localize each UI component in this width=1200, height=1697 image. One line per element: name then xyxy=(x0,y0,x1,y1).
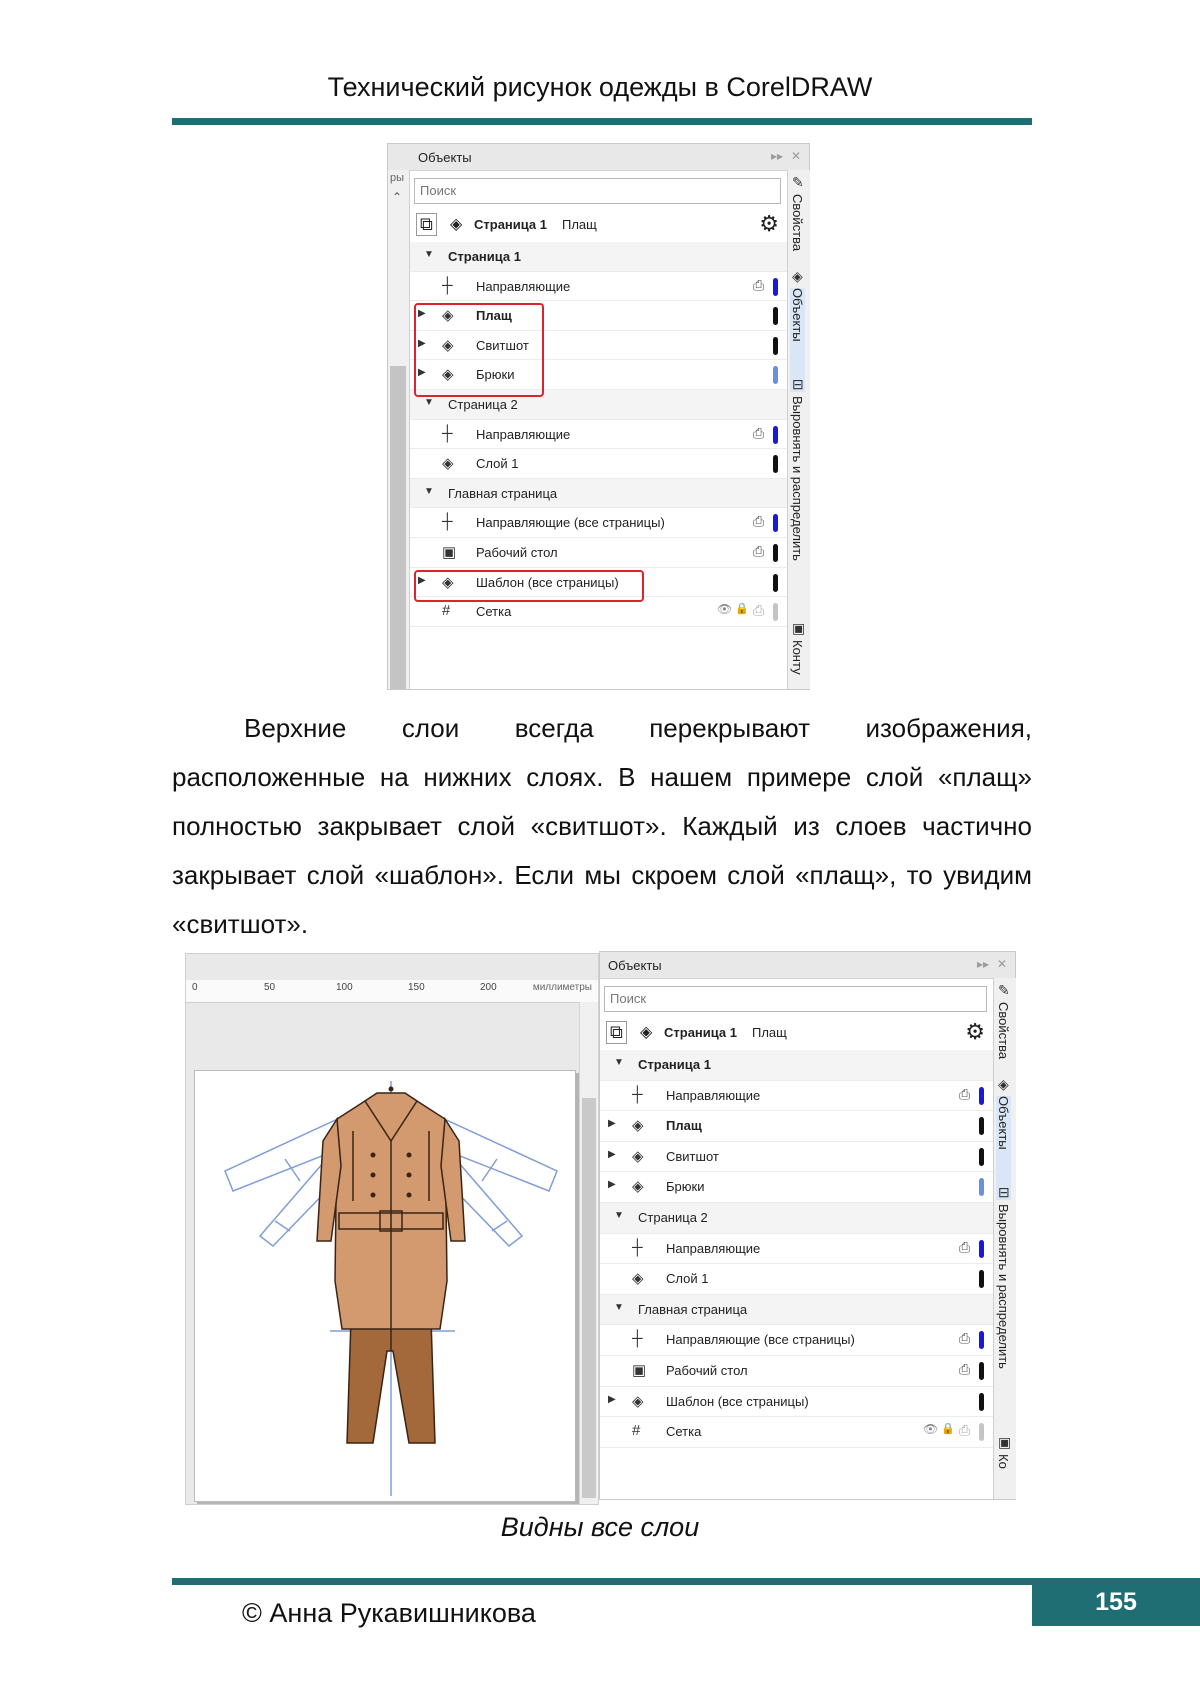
docker-side-tabs xyxy=(787,170,810,689)
layer-color-swatch[interactable] xyxy=(979,1178,984,1196)
objects-icon[interactable]: ◈ xyxy=(792,268,803,284)
coat-layer xyxy=(317,1093,465,1329)
tab-align-distribute[interactable]: Выровнять и распределить xyxy=(996,1204,1011,1369)
guides-icon: ┼ xyxy=(442,276,453,294)
tree-group[interactable] xyxy=(600,1203,993,1234)
tab-align-distribute[interactable]: Выровнять и распределить xyxy=(790,396,805,561)
body-paragraph xyxy=(172,704,1032,949)
tree-row[interactable] xyxy=(600,1387,993,1418)
page-layer-bar xyxy=(600,1016,993,1048)
tree-row-label: Направляющие (все страницы) xyxy=(666,1332,855,1348)
tree-group-label: Главная страница xyxy=(448,485,558,501)
tree-group-label: Страница 2 xyxy=(448,397,518,412)
layer-color-swatch[interactable] xyxy=(773,278,778,296)
tree-row[interactable] xyxy=(600,1325,993,1356)
layer-color-swatch[interactable] xyxy=(979,1423,984,1441)
objects-panel-bottom xyxy=(599,951,1016,1500)
tree-row-label: Шаблон (все страницы) xyxy=(476,574,619,590)
tree-row[interactable] xyxy=(410,449,787,479)
left-strip-text: ры xyxy=(390,172,405,184)
layer-icon: ◈ xyxy=(632,1392,644,1410)
desktop-icon: ▣ xyxy=(442,544,457,561)
new-layer-icon[interactable]: ⧉ xyxy=(416,213,437,236)
expand-down-icon[interactable]: ▼ xyxy=(614,1057,624,1068)
expand-right-icon[interactable]: ▶ xyxy=(608,1148,616,1160)
guides-icon: ┼ xyxy=(632,1330,643,1348)
tree-row-label: Направляющие xyxy=(666,1087,761,1103)
gear-icon[interactable]: ⚙ xyxy=(965,1019,985,1044)
expand-right-icon[interactable]: ▶ xyxy=(608,1179,616,1191)
objects-icon[interactable]: ◈ xyxy=(998,1076,1009,1092)
tree-row-label: Шаблон (все страницы) xyxy=(666,1393,809,1409)
layer-color-swatch[interactable] xyxy=(773,544,778,562)
highlight-box-template xyxy=(414,570,644,602)
garment-drawing xyxy=(195,1071,575,1501)
properties-icon[interactable]: ✎ xyxy=(998,982,1010,998)
expand-down-icon[interactable]: ▼ xyxy=(424,249,434,260)
expand-down-icon[interactable]: ▼ xyxy=(614,1301,624,1313)
tree-row[interactable] xyxy=(410,538,787,568)
layer-color-swatch[interactable] xyxy=(773,603,778,621)
eye-icon[interactable]: 👁 xyxy=(717,602,733,617)
figure-caption: Видны все слои xyxy=(500,1512,700,1542)
tree-row[interactable] xyxy=(410,420,787,450)
layer-color-swatch[interactable] xyxy=(979,1087,984,1105)
ruler-unit: миллиметры xyxy=(532,982,592,993)
layer-color-swatch[interactable] xyxy=(773,514,778,532)
highlight-box-layers xyxy=(414,303,544,397)
canvas-screenshot xyxy=(185,953,599,1505)
tree-row-label: Рабочий стол xyxy=(476,545,558,560)
current-page-label: Страница 1 xyxy=(664,1025,737,1040)
left-scroll-thumb[interactable] xyxy=(390,366,406,689)
left-strip xyxy=(388,170,410,689)
layer-icon: ◈ xyxy=(442,336,454,354)
layer-color-swatch[interactable] xyxy=(773,366,778,384)
tab-objects[interactable]: Объекты xyxy=(790,288,805,392)
tree-row-label: Направляющие xyxy=(476,426,571,442)
guides-icon: ┼ xyxy=(632,1085,643,1103)
tree-row-label: Плащ xyxy=(666,1118,702,1134)
printer-icon[interactable]: ⎙ xyxy=(959,1330,971,1347)
printer-icon[interactable]: ⎙ xyxy=(959,1238,971,1255)
printer-icon[interactable]: ⎙ xyxy=(959,1422,971,1439)
tree-group-label: Страница 1 xyxy=(638,1057,711,1072)
tree-row[interactable] xyxy=(600,1417,993,1448)
tree-row-label: Брюки xyxy=(666,1179,705,1195)
expand-right-icon[interactable]: ▶ xyxy=(418,308,426,320)
ruler-tick: 0 xyxy=(192,982,198,993)
contour-icon[interactable]: ▣ xyxy=(792,620,806,636)
close-icon[interactable]: ✕ xyxy=(790,149,801,163)
ruler-tick: 200 xyxy=(480,982,497,993)
ruler-tick: 50 xyxy=(264,982,276,993)
collapse-icon[interactable]: ▸▸ xyxy=(770,149,783,163)
tree-row[interactable] xyxy=(600,1356,993,1387)
layer-icon: ◈ xyxy=(632,1147,644,1165)
tree-row-label: Рабочий стол xyxy=(666,1363,748,1378)
ruler-tick: 150 xyxy=(408,982,425,993)
layer-color-swatch[interactable] xyxy=(773,574,778,592)
desktop-icon: ▣ xyxy=(632,1362,647,1379)
align-icon[interactable]: ⊟ xyxy=(792,376,804,392)
gear-icon[interactable]: ⚙ xyxy=(759,211,779,236)
tree-row-label: Направляющие xyxy=(476,278,571,294)
ruler-tick: 100 xyxy=(336,982,353,993)
tree-row[interactable] xyxy=(410,508,787,538)
expand-right-icon[interactable]: ▶ xyxy=(418,574,426,586)
tree-group[interactable] xyxy=(410,242,787,272)
current-layer-label: Плащ xyxy=(752,1025,787,1040)
tree-row-label: Брюки xyxy=(476,367,515,383)
layer-color-swatch[interactable] xyxy=(979,1148,984,1166)
tree-group-label: Страница 1 xyxy=(448,249,521,264)
tab-properties[interactable]: Свойства xyxy=(790,194,805,252)
layer-icon: ◈ xyxy=(632,1270,644,1288)
tab-contour[interactable]: Конту xyxy=(790,640,805,675)
printer-icon[interactable]: ⎙ xyxy=(753,543,765,559)
layer-color-swatch[interactable] xyxy=(979,1117,984,1135)
tree-row-label: Сетка xyxy=(476,604,512,620)
grid-icon: # xyxy=(442,602,451,620)
tree-row[interactable] xyxy=(600,1111,993,1142)
tree-group-label: Главная страница xyxy=(638,1301,748,1317)
page-layer-bar xyxy=(410,208,787,240)
printer-icon[interactable]: ⎙ xyxy=(959,1085,971,1102)
tree-group[interactable] xyxy=(410,479,787,509)
expand-right-icon[interactable]: ▶ xyxy=(418,337,426,349)
guides-icon: ┼ xyxy=(442,424,453,442)
vertical-scrollbar[interactable] xyxy=(579,1002,598,1504)
docker-side-tabs xyxy=(993,978,1016,1499)
tree-row[interactable] xyxy=(600,1081,993,1112)
search-input[interactable] xyxy=(604,986,987,1012)
header-rule xyxy=(172,118,1032,125)
layer-color-swatch[interactable] xyxy=(773,337,778,355)
guides-icon: ┼ xyxy=(442,513,453,531)
expand-down-icon[interactable]: ▼ xyxy=(614,1210,624,1221)
tree-row-label: Направляющие (все страницы) xyxy=(476,515,665,531)
search-placeholder: Поиск xyxy=(420,183,457,198)
layer-color-swatch[interactable] xyxy=(773,307,778,325)
search-input[interactable] xyxy=(414,178,781,204)
panel-title: Объекты xyxy=(608,958,662,973)
paragraph-text: Верхние слои всегда перекрывают изображения, расположенные на нижних слоях. В нашем примере слой «плащ» полностью закрывает слой «свитшот». Каждый из слоев частично закрывает слой «шаблон». Если мы скроем слой «плащ», то увидим «свитшот». xyxy=(172,713,1032,939)
layers-stack-icon: ◈ xyxy=(640,1024,653,1041)
layers-stack-icon: ◈ xyxy=(450,216,463,233)
layer-icon: ◈ xyxy=(442,573,454,591)
tree-row[interactable] xyxy=(600,1142,993,1173)
expand-right-icon[interactable]: ▶ xyxy=(608,1393,616,1405)
new-layer-icon[interactable]: ⧉ xyxy=(606,1021,627,1044)
layer-color-swatch[interactable] xyxy=(979,1240,984,1258)
tree-row-label: Свитшот xyxy=(666,1148,719,1164)
layer-color-swatch[interactable] xyxy=(979,1270,984,1288)
contour-icon[interactable]: ▣ xyxy=(998,1434,1012,1450)
tree-row-label: Свитшот xyxy=(476,337,529,353)
layer-color-swatch[interactable] xyxy=(979,1393,984,1411)
tab-properties[interactable]: Свойства xyxy=(996,1002,1011,1060)
tree-group-label: Страница 2 xyxy=(638,1210,708,1225)
tree-row-label: Направляющие xyxy=(666,1240,761,1256)
expand-down-icon[interactable]: ▼ xyxy=(424,485,434,497)
layer-icon: ◈ xyxy=(632,1117,644,1135)
printer-icon[interactable]: ⎙ xyxy=(753,276,765,293)
tab-contour[interactable]: Ко xyxy=(996,1454,1011,1469)
panel-title: Объекты xyxy=(418,150,472,165)
tree-row-label: Плащ xyxy=(476,308,512,324)
panel-titlebar xyxy=(600,952,1015,979)
tree-row-label: Сетка xyxy=(666,1424,702,1440)
page-header: Технический рисунок одежды в CorelDRAW xyxy=(327,72,873,102)
tree-row[interactable] xyxy=(600,1264,993,1295)
page-number: 155 xyxy=(1032,1578,1200,1626)
layer-icon: ◈ xyxy=(442,307,454,325)
layer-color-swatch[interactable] xyxy=(773,426,778,444)
layer-icon: ◈ xyxy=(632,1178,644,1196)
expand-right-icon[interactable]: ▶ xyxy=(608,1118,616,1130)
panel-titlebar xyxy=(388,144,809,171)
expand-down-icon[interactable]: ▼ xyxy=(424,397,434,408)
lock-icon[interactable]: 🔒 xyxy=(941,1423,955,1436)
lock-icon[interactable]: 🔒 xyxy=(735,603,749,616)
layer-color-swatch[interactable] xyxy=(979,1331,984,1349)
properties-icon[interactable]: ✎ xyxy=(792,174,804,190)
collapse-icon[interactable]: ▸▸ xyxy=(976,957,989,971)
layer-icon: ◈ xyxy=(442,366,454,384)
footer-rule xyxy=(172,1578,1032,1585)
align-icon[interactable]: ⊟ xyxy=(998,1184,1010,1200)
printer-icon[interactable]: ⎙ xyxy=(959,1361,971,1377)
eye-icon[interactable]: 👁 xyxy=(923,1422,939,1437)
search-placeholder: Поиск xyxy=(610,991,647,1006)
objects-panel-top xyxy=(387,143,810,690)
tree-group[interactable] xyxy=(600,1050,993,1081)
layer-icon: ◈ xyxy=(442,455,454,473)
layer-color-swatch[interactable] xyxy=(773,455,778,473)
expand-right-icon[interactable]: ▶ xyxy=(418,367,426,379)
tree-row-label: Слой 1 xyxy=(666,1271,709,1287)
copyright: © Анна Рукавишникова xyxy=(242,1598,536,1628)
tree-row-label: Слой 1 xyxy=(476,456,519,472)
horizontal-ruler xyxy=(186,980,598,1003)
guides-icon: ┼ xyxy=(632,1238,643,1256)
current-page-label: Страница 1 xyxy=(474,217,547,232)
close-icon[interactable]: ✕ xyxy=(996,957,1007,971)
current-layer-label: Плащ xyxy=(562,217,597,232)
drawing-page xyxy=(194,1070,576,1502)
tree-row[interactable] xyxy=(410,272,787,302)
printer-icon[interactable]: ⎙ xyxy=(753,424,765,441)
tree-row[interactable] xyxy=(600,1172,993,1203)
printer-icon[interactable]: ⎙ xyxy=(753,602,765,619)
printer-icon[interactable]: ⎙ xyxy=(753,513,765,530)
tree-row[interactable] xyxy=(600,1234,993,1265)
scroll-up-icon[interactable]: ⌃ xyxy=(392,190,403,204)
layer-color-swatch[interactable] xyxy=(979,1362,984,1380)
tree-group[interactable] xyxy=(600,1295,993,1326)
grid-icon: # xyxy=(632,1422,641,1440)
tab-objects[interactable]: Объекты xyxy=(996,1096,1011,1200)
